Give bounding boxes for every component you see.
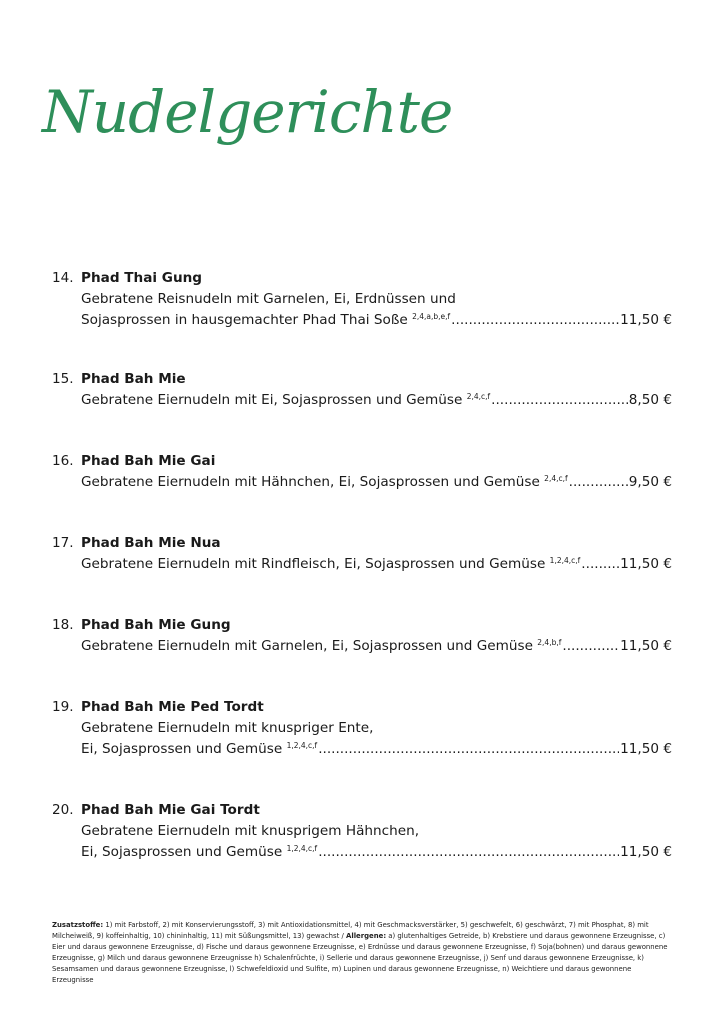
description-with-allergens (81, 842, 317, 863)
menu-item (52, 615, 672, 657)
menu-item-description (52, 636, 672, 657)
menu-item-description (52, 390, 672, 411)
menu-item-name: Phad Bah Mie Gung (81, 617, 231, 633)
description-with-allergens (81, 390, 490, 411)
allergen-codes: 2,4,a,b,e,f (412, 312, 451, 321)
description-line: Ei, Sojasprossen und Gemüse (81, 741, 283, 757)
description-line: Gebratene Eiernudeln mit knusprigem Hähnchen, (81, 823, 420, 839)
allergen-codes: 1,2,4,c,f (286, 844, 318, 853)
allergens-text: a) glutenhaltiges Getreide, b) Krebstiere und daraus gewonnene Erzeugnisse, c) Eier und daraus gewonnene Erzeugnisse, d) Fische und daraus gewonnene Erzeugnisse, e) Erdnüsse und daraus gewonnene Erzeugnisse, f) Soja(bohnen) und daraus gewonnene Erzeugnisse, g) Milch und daraus gewonnene Erzeugnisse h) Schalenfrüchte, i) Sellerie und daraus gewonnene Erzeugnisse, j) Senf und daraus gewonnene Erzeugnisse, k) Sesamsamen und daraus gewonnene Erzeugnisse, l) Schwefeldioxid und Sulfite, m) Lupinen und daraus gewonnene Erzeugnisse, n) Weichtiere und daraus gewonnene Erzeugnisse (52, 932, 668, 984)
dot-leader (318, 842, 619, 863)
menu-item-header (52, 369, 672, 390)
menu-item-name: Phad Bah Mie Gai (81, 453, 216, 469)
description-line: Gebratene Eiernudeln mit Hähnchen, Ei, Sojasprossen und Gemüse (81, 474, 540, 490)
menu-item-number: 15. (52, 371, 74, 387)
description-price-line (81, 310, 672, 331)
menu-item (52, 369, 672, 411)
description-price-line (81, 472, 672, 493)
menu-item-description (52, 718, 672, 760)
menu-item-header (52, 697, 672, 718)
additives-label: Zusatzstoffe: (52, 921, 104, 929)
menu-item-number: 18. (52, 617, 74, 633)
menu-item-header (52, 451, 672, 472)
allergen-codes: 2,4,c,f (466, 392, 491, 401)
menu-item-header (52, 533, 672, 554)
allergen-codes: 1,2,4,c,f (549, 556, 581, 565)
menu-item-price: 11,50 € (620, 844, 672, 860)
description-with-allergens (81, 472, 568, 493)
menu-item-price: 9,50 € (628, 474, 672, 490)
menu-item-header (52, 615, 672, 636)
menu-item-number: 20. (52, 802, 74, 818)
menu-item-description (52, 821, 672, 863)
menu-list (52, 268, 672, 863)
description-price-line (81, 636, 672, 657)
menu-item-price: 11,50 € (620, 556, 672, 572)
description-line: Gebratene Eiernudeln mit Ei, Sojasprossen und Gemüse (81, 392, 463, 408)
menu-item-name: Phad Bah Mie Gai Tordt (81, 802, 260, 818)
description-line: Sojasprossen in hausgemachter Phad Thai Soße (81, 312, 408, 328)
additives-text: 1) mit Farbstoff, 2) mit Konservierungsstoff, 3) mit Antioxidationsmittel, 4) mit Geschmacksverstärker, 5) geschwefelt, 6) geschwärzt, 7) mit Phosphat, 8) mit Milcheiweiß, 9) koffeinhaltig, 10) chininhaltig, 11) mit Süßungsmittel, 13) gewachst / (52, 921, 649, 940)
menu-item-name: Phad Thai Gung (81, 270, 203, 286)
menu-item-price: 8,50 € (628, 392, 672, 408)
menu-item-number: 14. (52, 270, 74, 286)
menu-item-price: 11,50 € (620, 312, 672, 328)
description-line: Gebratene Eiernudeln mit knuspriger Ente, (81, 720, 374, 736)
menu-item-name: Phad Bah Mie Ped Tordt (81, 699, 264, 715)
menu-item-description (52, 554, 672, 575)
menu-item-name: Phad Bah Mie Nua (81, 535, 221, 551)
dot-leader (569, 472, 628, 493)
dot-leader (491, 390, 628, 411)
description-line: Gebratene Eiernudeln mit Rindfleisch, Ei, Sojasprossen und Gemüse (81, 556, 546, 572)
allergens-label: Allergene: (346, 932, 387, 940)
menu-item-number: 17. (52, 535, 74, 551)
page-title: Nudelgerichte (42, 78, 453, 146)
allergen-codes: 2,4,c,f (544, 474, 568, 483)
description-line: Gebratene Eiernudeln mit Garnelen, Ei, Sojasprossen und Gemüse (81, 638, 533, 654)
menu-item-number: 16. (52, 453, 74, 469)
menu-item-price: 11,50 € (620, 741, 672, 757)
footnote (52, 920, 674, 986)
description-price-line (81, 554, 672, 575)
description-price-line (81, 739, 672, 760)
description-line: Ei, Sojasprossen und Gemüse (81, 844, 283, 860)
menu-item-description (52, 472, 672, 493)
menu-item (52, 451, 672, 493)
menu-item (52, 697, 672, 760)
description-with-allergens (81, 739, 317, 760)
dot-leader (562, 636, 619, 657)
description-price-line (81, 390, 672, 411)
menu-item-header (52, 268, 672, 289)
menu-item-description (52, 289, 672, 331)
menu-item (52, 268, 672, 331)
allergen-codes: 2,4,b,f (537, 638, 562, 647)
description-price-line (81, 842, 672, 863)
menu-item-number: 19. (52, 699, 74, 715)
description-with-allergens (81, 554, 580, 575)
menu-item (52, 800, 672, 863)
dot-leader (451, 310, 619, 331)
description-line: Gebratene Reisnudeln mit Garnelen, Ei, Erdnüssen und (81, 291, 456, 307)
menu-item-price: 11,50 € (620, 638, 672, 654)
menu-item-header (52, 800, 672, 821)
dot-leader (581, 554, 619, 575)
description-with-allergens (81, 310, 450, 331)
description-with-allergens (81, 636, 561, 657)
dot-leader (318, 739, 619, 760)
menu-item-name: Phad Bah Mie (81, 371, 186, 387)
menu-item (52, 533, 672, 575)
allergen-codes: 1,2,4,c,f (286, 741, 318, 750)
